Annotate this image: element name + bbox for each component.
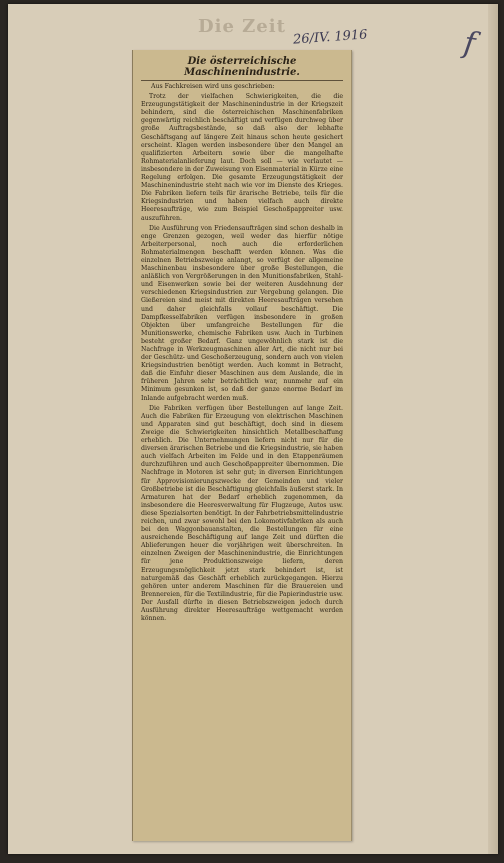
- newspaper-masthead: Die Zeit: [198, 16, 286, 37]
- archive-sheet: [8, 4, 498, 854]
- newspaper-clipping: [132, 50, 352, 841]
- handwritten-date: 26/IV. 1916: [292, 27, 368, 48]
- article-paragraph: Die Ausführung von Friedensaufträgen sind schon deshalb in enge Grenzen gezogen, weil weder das hierfür nötige Arbeiterpersonal, noch auch die erforderlichen Rohmaterialmengen beschafft werden können. Was die einzelnen Betriebszweige anlangt, so verfügt der allgemeine Maschinenbau insbesondere über große Bestellungen, die anläßlich von Vergrößerungen in den Munitionsfabriken, Stahl- und Eisenwerken sowie bei der weiteren Ausdehnung der verschiedenen Kriegsindustrien zur Vergebung gelangen. Die Gießereien sind meist mit direkten Heeresaufträgen versehen und daher gleichfalls vollauf beschäftigt. Die Dampfkesselfabriken verfügen insbesondere in großen Objekten über umfangreiche Bestellungen für die Munitionswerke, chemische Fabriken usw. Auch in Turbinen besteht großer Bedarf. Ganz ungewöhnlich stark ist die Nachfrage in Werkzeugmaschinen aller Art, die nicht nur bei der Geschütz- und Geschoßerzeugung, sondern auch von vielen Kriegsindustrien benötigt werden. Auch kommt in Betracht, daß die Einfuhr dieser Maschinen aus dem Auslande, die in früheren Jahren sehr beträchtlich war, nunmehr auf ein Minimum gesunken ist, so daß der ganze enorme Bedarf im Inlande aufgebracht werden muß.: [141, 224, 343, 402]
- handwritten-archive-mark: f: [461, 25, 478, 62]
- article-title: Die österreichische Maschinenindustrie.: [141, 56, 343, 81]
- sheet-edge: [488, 4, 498, 854]
- article-paragraph: Die Fabriken verfügen über Bestellungen auf lange Zeit. Auch die Fabriken für Erzeugung von elektrischen Maschinen und Apparaten sind gut beschäftigt, doch sind in diesem Zweige die Schwierigkeiten hinsichtlich Metallbeschaffung erheblich. Die Unternehmungen liefern nicht nur für die diversen ärarischen Betriebe und die Kriegsindustrie, sie haben auch vielfach Arbeiten im Felde und in den Etappenräumen durchzuführen und auch Geschoßpappreiter übernommen. Die Nachfrage in Motoren ist sehr gut; in diversen Einrichtungen für Approvisionierungszwecke der Gemeinden und vieler Großbetriebe ist die Beschäftigung gleichfalls äußerst stark. In Armaturen hat der Bedarf erheblich zugenommen, da insbesondere die Heeresverwaltung für Flugzeuge, Autos usw. diese Spezialsorten benötigt. In der Fahrbetriebsmittelindustrie reichen, und zwar sowohl bei den Lokomotivfabriken als auch bei den Waggonbauanstalten, die Bestellungen für eine ausreichende Beschäftigung auf lange Zeit und dürften die Ablieferungen heuer die vorjährigen weit überschreiten. In einzelnen Zweigen der Maschinenindustrie, die Einrichtungen für jene Produktionszweige liefern, deren Erzeugungsmöglichkeit jetzt stark behindert ist, ist naturgemäß das Geschäft erheblich zurückgegangen. Hierzu gehören unter anderem Maschinen für die Brauereien und Brennereien, für die Textilindustrie, für die Papierindustrie usw. Der Ausfall dürfte in diesen Betriebszweigen jedoch durch Ausführung direkter Heeresaufträge wettgemacht werden können.: [141, 404, 343, 623]
- article-paragraph: Trotz der vielfachen Schwierigkeiten, die die Erzeugungstätigkeit der Maschinenindustrie in der Kriegszeit behindern, sind die österreichischen Maschinenfabriken gegenwärtig reichlich beschäftigt und verfügen durchweg über große Auftragsbestände, so daß also der lebhafte Geschäftsgang auf längere Zeit hinaus schon heute gesichert erscheint. Klagen werden insbesondere über den Mangel an qualifizierten Arbeitern sowie über die mangelhafte Rohmaterialanlieferung laut. Doch soll — wie verlautet — insbesondere in der Zuweisung von Eisenmaterial in Kürze eine Regelung erfolgen. Die gesamte Erzeugungstätigkeit der Maschinenindustrie steht nach wie vor im Dienste des Krieges. Die Fabriken liefern teils für ärarische Betriebe, teils für die Kriegsindustrien und haben vielfach auch direkte Heeresaufträge, wie zum Beispiel Geschoßpappreiter usw. auszuführen.: [141, 93, 343, 222]
- article-byline: Aus Fachkreisen wird uns geschrieben:: [151, 83, 275, 90]
